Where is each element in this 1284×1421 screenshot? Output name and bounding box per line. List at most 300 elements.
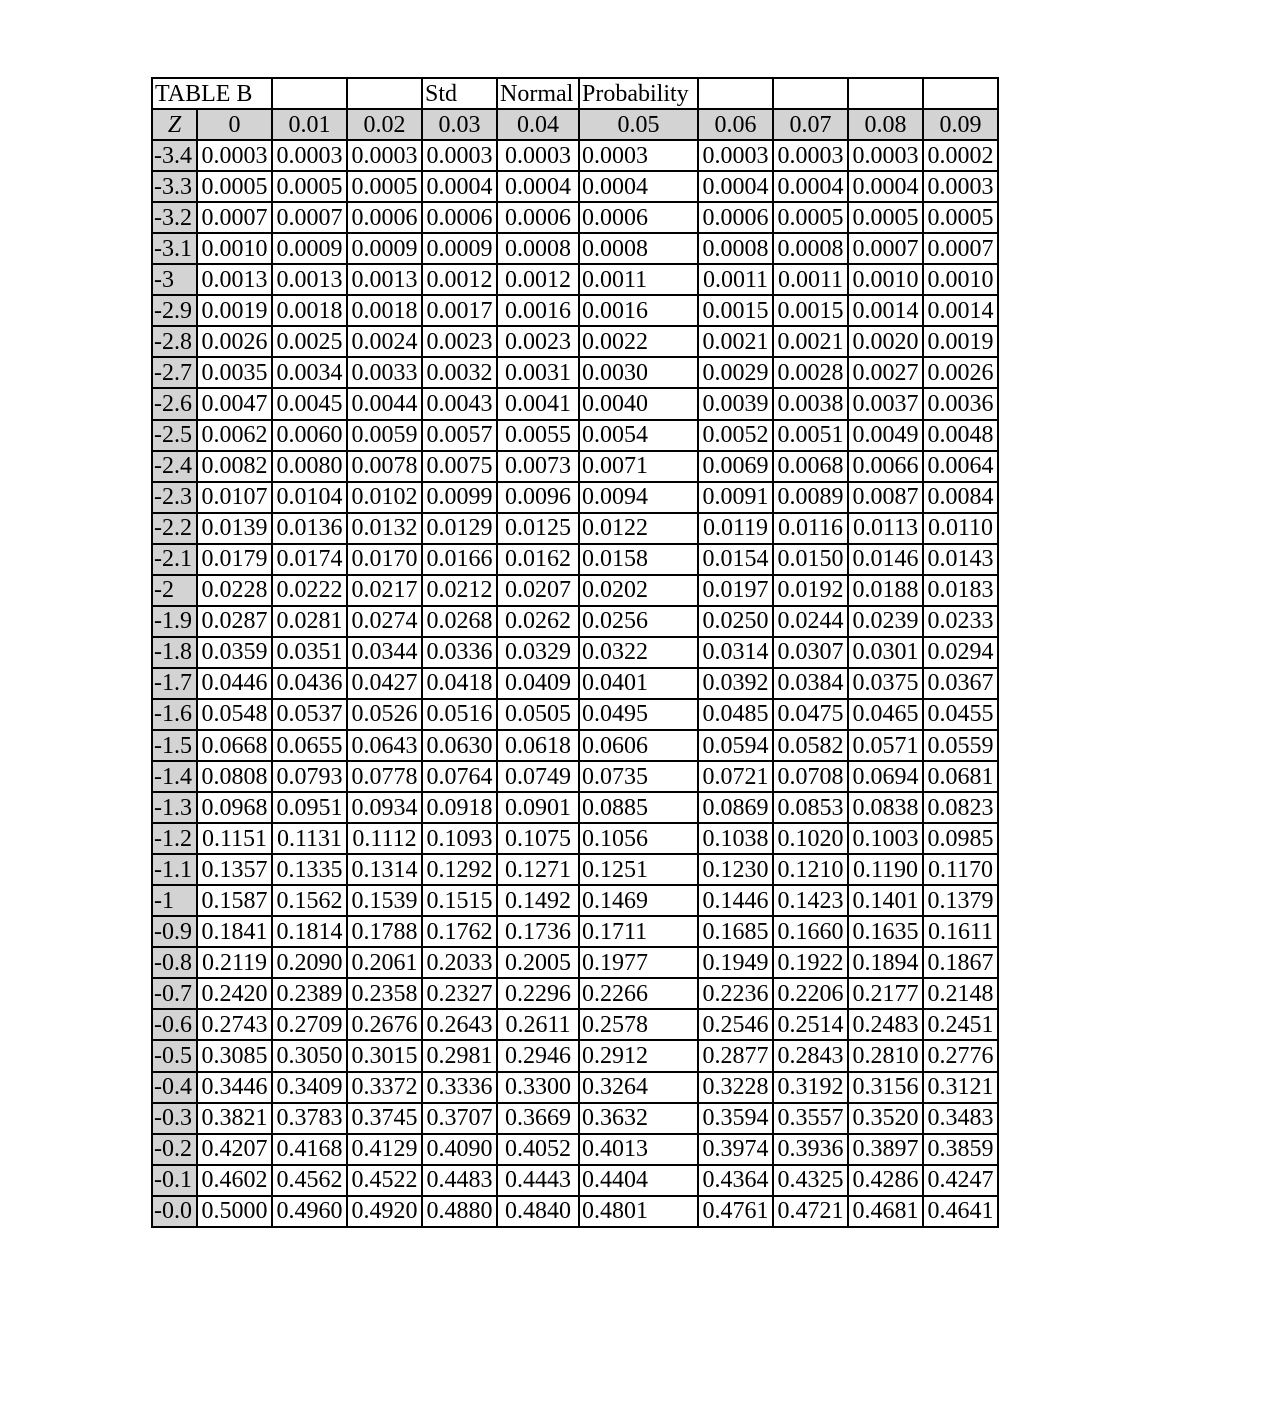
z-value-cell: -0.2 xyxy=(152,1134,197,1165)
probability-cell: 0.0008 xyxy=(773,233,848,264)
probability-cell: 0.1635 xyxy=(848,916,923,947)
probability-cell: 0.0125 xyxy=(497,513,579,544)
table-row xyxy=(152,1134,998,1165)
probability-cell: 0.0170 xyxy=(347,544,422,575)
title-cell xyxy=(848,78,923,109)
probability-cell: 0.0099 xyxy=(422,482,497,513)
probability-cell: 0.0129 xyxy=(422,513,497,544)
table-row xyxy=(152,544,998,575)
probability-cell: 0.4562 xyxy=(272,1165,347,1196)
probability-cell: 0.0934 xyxy=(347,792,422,823)
probability-cell: 0.0174 xyxy=(272,544,347,575)
probability-cell: 0.3228 xyxy=(698,1072,773,1103)
probability-cell: 0.0004 xyxy=(773,171,848,202)
table-row xyxy=(152,575,998,606)
probability-cell: 0.0068 xyxy=(773,451,848,482)
z-value-cell: -3 xyxy=(152,264,197,295)
probability-cell: 0.2776 xyxy=(923,1040,998,1071)
probability-cell: 0.0091 xyxy=(698,482,773,513)
column-header: 0.06 xyxy=(698,109,773,140)
z-value-cell: -2.1 xyxy=(152,544,197,575)
probability-cell: 0.0055 xyxy=(497,420,579,451)
table-row xyxy=(152,1040,998,1071)
probability-cell: 0.1587 xyxy=(197,885,272,916)
probability-cell: 0.1093 xyxy=(422,823,497,854)
probability-cell: 0.3409 xyxy=(272,1072,347,1103)
probability-cell: 0.0409 xyxy=(497,668,579,699)
probability-cell: 0.0778 xyxy=(347,761,422,792)
probability-cell: 0.1335 xyxy=(272,854,347,885)
probability-cell: 0.0003 xyxy=(698,140,773,171)
probability-cell: 0.0006 xyxy=(347,202,422,233)
probability-cell: 0.0217 xyxy=(347,575,422,606)
probability-cell: 0.0336 xyxy=(422,637,497,668)
column-header: 0.01 xyxy=(272,109,347,140)
probability-cell: 0.0256 xyxy=(579,606,698,637)
probability-cell: 0.0110 xyxy=(923,513,998,544)
probability-cell: 0.0003 xyxy=(848,140,923,171)
probability-cell: 0.0010 xyxy=(197,233,272,264)
z-value-cell: -3.3 xyxy=(152,171,197,202)
table-row xyxy=(152,792,998,823)
column-header: 0.09 xyxy=(923,109,998,140)
probability-cell: 0.0010 xyxy=(923,264,998,295)
probability-cell: 0.4168 xyxy=(272,1134,347,1165)
probability-cell: 0.0003 xyxy=(579,140,698,171)
table-row xyxy=(152,388,998,419)
probability-cell: 0.0024 xyxy=(347,326,422,357)
table-row xyxy=(152,637,998,668)
probability-cell: 0.0004 xyxy=(848,171,923,202)
probability-cell: 0.4522 xyxy=(347,1165,422,1196)
probability-cell: 0.1271 xyxy=(497,854,579,885)
probability-cell: 0.3557 xyxy=(773,1103,848,1134)
probability-cell: 0.0559 xyxy=(923,730,998,761)
probability-cell: 0.2810 xyxy=(848,1040,923,1071)
probability-cell: 0.0143 xyxy=(923,544,998,575)
probability-cell: 0.0040 xyxy=(579,388,698,419)
probability-cell: 0.0030 xyxy=(579,357,698,388)
z-value-cell: -3.4 xyxy=(152,140,197,171)
probability-cell: 0.0028 xyxy=(773,357,848,388)
probability-cell: 0.0045 xyxy=(272,388,347,419)
z-value-cell: -2.4 xyxy=(152,451,197,482)
z-value-cell: -0.6 xyxy=(152,1009,197,1040)
probability-cell: 0.1190 xyxy=(848,854,923,885)
probability-cell: 0.0250 xyxy=(698,606,773,637)
z-value-cell: -1.7 xyxy=(152,668,197,699)
probability-cell: 0.1379 xyxy=(923,885,998,916)
probability-cell: 0.0071 xyxy=(579,451,698,482)
probability-cell: 0.0019 xyxy=(923,326,998,357)
probability-cell: 0.0294 xyxy=(923,637,998,668)
table-row xyxy=(152,699,998,730)
z-value-cell: -1.3 xyxy=(152,792,197,823)
probability-cell: 0.0154 xyxy=(698,544,773,575)
probability-cell: 0.0436 xyxy=(272,668,347,699)
probability-cell: 0.0287 xyxy=(197,606,272,637)
table-row xyxy=(152,451,998,482)
table-row xyxy=(152,1072,998,1103)
table-row xyxy=(152,730,998,761)
title-cell xyxy=(773,78,848,109)
probability-cell: 0.2546 xyxy=(698,1009,773,1040)
probability-cell: 0.1170 xyxy=(923,854,998,885)
probability-cell: 0.0034 xyxy=(272,357,347,388)
probability-cell: 0.1112 xyxy=(347,823,422,854)
probability-cell: 0.4404 xyxy=(579,1165,698,1196)
z-value-cell: -1.5 xyxy=(152,730,197,761)
probability-cell: 0.0104 xyxy=(272,482,347,513)
probability-cell: 0.0446 xyxy=(197,668,272,699)
probability-cell: 0.0475 xyxy=(773,699,848,730)
probability-cell: 0.0049 xyxy=(848,420,923,451)
probability-cell: 0.0003 xyxy=(272,140,347,171)
z-value-cell: -3.2 xyxy=(152,202,197,233)
probability-cell: 0.3372 xyxy=(347,1072,422,1103)
z-value-cell: -2.2 xyxy=(152,513,197,544)
probability-cell: 0.0051 xyxy=(773,420,848,451)
probability-cell: 0.0793 xyxy=(272,761,347,792)
probability-cell: 0.1562 xyxy=(272,885,347,916)
probability-cell: 0.1210 xyxy=(773,854,848,885)
probability-cell: 0.0032 xyxy=(422,357,497,388)
probability-cell: 0.1314 xyxy=(347,854,422,885)
probability-cell: 0.2912 xyxy=(579,1040,698,1071)
probability-cell: 0.0322 xyxy=(579,637,698,668)
probability-cell: 0.0019 xyxy=(197,295,272,326)
probability-cell: 0.0262 xyxy=(497,606,579,637)
probability-cell: 0.3594 xyxy=(698,1103,773,1134)
z-value-cell: -0.3 xyxy=(152,1103,197,1134)
probability-cell: 0.0037 xyxy=(848,388,923,419)
probability-cell: 0.3974 xyxy=(698,1134,773,1165)
z-value-cell: -0.5 xyxy=(152,1040,197,1071)
table-row xyxy=(152,171,998,202)
probability-cell: 0.2236 xyxy=(698,978,773,1009)
table-row xyxy=(152,233,998,264)
probability-cell: 0.0749 xyxy=(497,761,579,792)
probability-cell: 0.1423 xyxy=(773,885,848,916)
probability-cell: 0.0054 xyxy=(579,420,698,451)
probability-cell: 0.0002 xyxy=(923,140,998,171)
column-header: 0.03 xyxy=(422,109,497,140)
probability-cell: 0.0735 xyxy=(579,761,698,792)
column-header: 0.05 xyxy=(579,109,698,140)
probability-cell: 0.1788 xyxy=(347,916,422,947)
probability-cell: 0.0188 xyxy=(848,575,923,606)
probability-cell: 0.0968 xyxy=(197,792,272,823)
probability-cell: 0.0007 xyxy=(848,233,923,264)
probability-cell: 0.0012 xyxy=(497,264,579,295)
probability-cell: 0.1841 xyxy=(197,916,272,947)
probability-cell: 0.4641 xyxy=(923,1196,998,1227)
probability-cell: 0.2611 xyxy=(497,1009,579,1040)
probability-cell: 0.0008 xyxy=(698,233,773,264)
probability-cell: 0.0014 xyxy=(923,295,998,326)
title-cell xyxy=(347,78,422,109)
z-value-cell: -1.8 xyxy=(152,637,197,668)
probability-cell: 0.2451 xyxy=(923,1009,998,1040)
probability-cell: 0.2743 xyxy=(197,1009,272,1040)
table-row xyxy=(152,978,998,1009)
column-header-row xyxy=(152,109,998,140)
probability-cell: 0.0384 xyxy=(773,668,848,699)
probability-cell: 0.4801 xyxy=(579,1196,698,1227)
probability-cell: 0.0031 xyxy=(497,357,579,388)
probability-cell: 0.0869 xyxy=(698,792,773,823)
probability-cell: 0.2090 xyxy=(272,947,347,978)
probability-cell: 0.0721 xyxy=(698,761,773,792)
probability-cell: 0.0096 xyxy=(497,482,579,513)
probability-cell: 0.1611 xyxy=(923,916,998,947)
probability-cell: 0.0853 xyxy=(773,792,848,823)
z-value-cell: -2.3 xyxy=(152,482,197,513)
probability-cell: 0.4129 xyxy=(347,1134,422,1165)
title-cell xyxy=(272,78,347,109)
probability-cell: 0.0080 xyxy=(272,451,347,482)
probability-cell: 0.2358 xyxy=(347,978,422,1009)
probability-cell: 0.4960 xyxy=(272,1196,347,1227)
probability-cell: 0.0018 xyxy=(272,295,347,326)
table-row xyxy=(152,326,998,357)
table-row xyxy=(152,202,998,233)
probability-cell: 0.0013 xyxy=(197,264,272,295)
column-header: 0.08 xyxy=(848,109,923,140)
probability-cell: 0.1038 xyxy=(698,823,773,854)
probability-cell: 0.2206 xyxy=(773,978,848,1009)
probability-cell: 0.1685 xyxy=(698,916,773,947)
z-value-cell: -1.2 xyxy=(152,823,197,854)
probability-cell: 0.1469 xyxy=(579,885,698,916)
probability-cell: 0.0344 xyxy=(347,637,422,668)
probability-cell: 0.1711 xyxy=(579,916,698,947)
probability-cell: 0.0951 xyxy=(272,792,347,823)
probability-cell: 0.0006 xyxy=(579,202,698,233)
table-row xyxy=(152,916,998,947)
probability-cell: 0.0020 xyxy=(848,326,923,357)
probability-cell: 0.4761 xyxy=(698,1196,773,1227)
probability-cell: 0.1736 xyxy=(497,916,579,947)
probability-cell: 0.4681 xyxy=(848,1196,923,1227)
probability-cell: 0.3859 xyxy=(923,1134,998,1165)
table-row xyxy=(152,1009,998,1040)
probability-cell: 0.0094 xyxy=(579,482,698,513)
probability-cell: 0.0516 xyxy=(422,699,497,730)
table-row xyxy=(152,357,998,388)
probability-cell: 0.1867 xyxy=(923,947,998,978)
column-header: 0.07 xyxy=(773,109,848,140)
probability-cell: 0.1401 xyxy=(848,885,923,916)
probability-cell: 0.0082 xyxy=(197,451,272,482)
probability-cell: 0.2327 xyxy=(422,978,497,1009)
probability-cell: 0.0003 xyxy=(497,140,579,171)
probability-cell: 0.1515 xyxy=(422,885,497,916)
title-cell xyxy=(923,78,998,109)
probability-cell: 0.0455 xyxy=(923,699,998,730)
probability-cell: 0.0008 xyxy=(579,233,698,264)
table-row xyxy=(152,854,998,885)
probability-cell: 0.4443 xyxy=(497,1165,579,1196)
probability-cell: 0.0005 xyxy=(272,171,347,202)
probability-cell: 0.0069 xyxy=(698,451,773,482)
probability-cell: 0.0016 xyxy=(497,295,579,326)
table-row xyxy=(152,1165,998,1196)
probability-cell: 0.1075 xyxy=(497,823,579,854)
probability-cell: 0.0212 xyxy=(422,575,497,606)
probability-cell: 0.0655 xyxy=(272,730,347,761)
probability-cell: 0.0089 xyxy=(773,482,848,513)
probability-cell: 0.1814 xyxy=(272,916,347,947)
probability-cell: 0.0007 xyxy=(923,233,998,264)
probability-cell: 0.0107 xyxy=(197,482,272,513)
probability-cell: 0.0087 xyxy=(848,482,923,513)
probability-cell: 0.0150 xyxy=(773,544,848,575)
probability-cell: 0.3520 xyxy=(848,1103,923,1134)
probability-cell: 0.2119 xyxy=(197,947,272,978)
probability-cell: 0.0003 xyxy=(773,140,848,171)
probability-cell: 0.2061 xyxy=(347,947,422,978)
probability-cell: 0.4721 xyxy=(773,1196,848,1227)
probability-cell: 0.0274 xyxy=(347,606,422,637)
table-row xyxy=(152,1103,998,1134)
z-value-cell: -0.4 xyxy=(152,1072,197,1103)
probability-cell: 0.0012 xyxy=(422,264,497,295)
z-value-cell: -2.6 xyxy=(152,388,197,419)
z-value-cell: -1.6 xyxy=(152,699,197,730)
probability-cell: 0.0036 xyxy=(923,388,998,419)
probability-cell: 0.0228 xyxy=(197,575,272,606)
probability-cell: 0.1492 xyxy=(497,885,579,916)
probability-cell: 0.1251 xyxy=(579,854,698,885)
probability-cell: 0.0207 xyxy=(497,575,579,606)
probability-cell: 0.2483 xyxy=(848,1009,923,1040)
probability-cell: 0.0027 xyxy=(848,357,923,388)
column-header: 0.02 xyxy=(347,109,422,140)
probability-cell: 0.0537 xyxy=(272,699,347,730)
probability-cell: 0.0017 xyxy=(422,295,497,326)
probability-cell: 0.4207 xyxy=(197,1134,272,1165)
probability-cell: 0.4880 xyxy=(422,1196,497,1227)
probability-cell: 0.4286 xyxy=(848,1165,923,1196)
probability-cell: 0.0007 xyxy=(197,202,272,233)
probability-cell: 0.0048 xyxy=(923,420,998,451)
probability-cell: 0.1977 xyxy=(579,947,698,978)
probability-cell: 0.0038 xyxy=(773,388,848,419)
probability-cell: 0.3050 xyxy=(272,1040,347,1071)
probability-cell: 0.0495 xyxy=(579,699,698,730)
probability-cell: 0.3015 xyxy=(347,1040,422,1071)
probability-cell: 0.0301 xyxy=(848,637,923,668)
probability-cell: 0.0011 xyxy=(579,264,698,295)
probability-cell: 0.0003 xyxy=(422,140,497,171)
probability-cell: 0.0004 xyxy=(422,171,497,202)
table-row xyxy=(152,482,998,513)
probability-cell: 0.1020 xyxy=(773,823,848,854)
title-cell: Normal xyxy=(497,78,579,109)
probability-cell: 0.0023 xyxy=(422,326,497,357)
probability-cell: 0.0015 xyxy=(773,295,848,326)
probability-cell: 0.0029 xyxy=(698,357,773,388)
probability-cell: 0.0066 xyxy=(848,451,923,482)
probability-cell: 0.0010 xyxy=(848,264,923,295)
probability-cell: 0.0025 xyxy=(272,326,347,357)
probability-cell: 0.3632 xyxy=(579,1103,698,1134)
probability-cell: 0.2389 xyxy=(272,978,347,1009)
probability-cell: 0.1151 xyxy=(197,823,272,854)
probability-cell: 0.3483 xyxy=(923,1103,998,1134)
probability-cell: 0.4840 xyxy=(497,1196,579,1227)
probability-cell: 0.0465 xyxy=(848,699,923,730)
probability-cell: 0.0401 xyxy=(579,668,698,699)
probability-cell: 0.2033 xyxy=(422,947,497,978)
probability-cell: 0.2676 xyxy=(347,1009,422,1040)
probability-cell: 0.0006 xyxy=(698,202,773,233)
probability-cell: 0.0418 xyxy=(422,668,497,699)
probability-cell: 0.0233 xyxy=(923,606,998,637)
probability-cell: 0.0505 xyxy=(497,699,579,730)
z-table-body xyxy=(152,78,998,1227)
table-row xyxy=(152,947,998,978)
probability-cell: 0.0039 xyxy=(698,388,773,419)
probability-cell: 0.0239 xyxy=(848,606,923,637)
probability-cell: 0.4325 xyxy=(773,1165,848,1196)
z-value-cell: -0.9 xyxy=(152,916,197,947)
probability-cell: 0.2514 xyxy=(773,1009,848,1040)
probability-cell: 0.0011 xyxy=(773,264,848,295)
probability-cell: 0.0571 xyxy=(848,730,923,761)
probability-cell: 0.2981 xyxy=(422,1040,497,1071)
probability-cell: 0.0005 xyxy=(848,202,923,233)
probability-cell: 0.0044 xyxy=(347,388,422,419)
probability-cell: 0.0075 xyxy=(422,451,497,482)
table-row xyxy=(152,264,998,295)
probability-cell: 0.4602 xyxy=(197,1165,272,1196)
probability-cell: 0.0136 xyxy=(272,513,347,544)
probability-cell: 0.0329 xyxy=(497,637,579,668)
probability-cell: 0.3897 xyxy=(848,1134,923,1165)
probability-cell: 0.0918 xyxy=(422,792,497,823)
probability-cell: 0.0281 xyxy=(272,606,347,637)
probability-cell: 0.0003 xyxy=(923,171,998,202)
probability-cell: 0.1056 xyxy=(579,823,698,854)
probability-cell: 0.0367 xyxy=(923,668,998,699)
table-row xyxy=(152,140,998,171)
probability-cell: 0.0838 xyxy=(848,792,923,823)
probability-cell: 0.1292 xyxy=(422,854,497,885)
probability-cell: 0.0004 xyxy=(579,171,698,202)
probability-cell: 0.3336 xyxy=(422,1072,497,1103)
probability-cell: 0.0158 xyxy=(579,544,698,575)
probability-cell: 0.0064 xyxy=(923,451,998,482)
probability-cell: 0.2946 xyxy=(497,1040,579,1071)
probability-cell: 0.0043 xyxy=(422,388,497,419)
probability-cell: 0.0041 xyxy=(497,388,579,419)
probability-cell: 0.0202 xyxy=(579,575,698,606)
probability-cell: 0.0485 xyxy=(698,699,773,730)
probability-cell: 0.0630 xyxy=(422,730,497,761)
probability-cell: 0.4090 xyxy=(422,1134,497,1165)
probability-cell: 0.2266 xyxy=(579,978,698,1009)
z-table xyxy=(151,77,999,1228)
probability-cell: 0.0016 xyxy=(579,295,698,326)
probability-cell: 0.3745 xyxy=(347,1103,422,1134)
probability-cell: 0.2578 xyxy=(579,1009,698,1040)
probability-cell: 0.0119 xyxy=(698,513,773,544)
probability-cell: 0.4364 xyxy=(698,1165,773,1196)
probability-cell: 0.0008 xyxy=(497,233,579,264)
z-value-cell: -3.1 xyxy=(152,233,197,264)
